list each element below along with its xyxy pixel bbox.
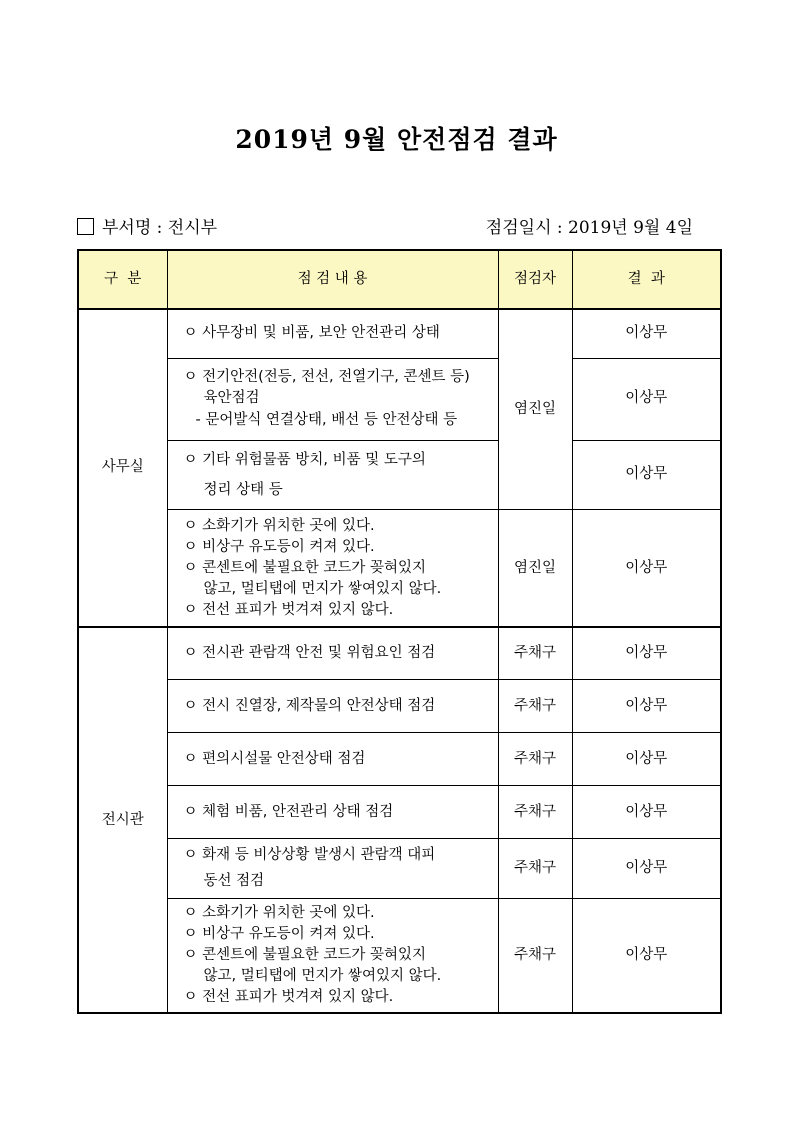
content-cell — [167, 510, 498, 627]
content-cell — [167, 680, 498, 733]
content-line: ㅇ 편의시설물 안전상태 점검 — [183, 750, 366, 767]
content-line: ㅇ 소화기가 위치한 곳에 있다. — [183, 517, 375, 534]
content-cell — [167, 786, 498, 839]
inspector-cell: 주채구 — [498, 733, 572, 786]
content-line: ㅇ 기타 위험물품 방치, 비품 및 도구의 — [183, 451, 426, 468]
table-row — [78, 440, 721, 510]
content-line: 않고, 멀티탭에 먼지가 쌓여있지 않다. — [203, 580, 442, 597]
result-cell: 이상무 — [572, 733, 721, 786]
content-line: ㅇ 전기안전(전등, 전선, 전열기구, 콘센트 등) — [183, 369, 470, 386]
content-line: 육안점검 — [203, 390, 260, 407]
checkbox-icon — [77, 218, 94, 235]
department-label: 부서명 : 전시부 — [102, 218, 218, 238]
inspector-cell: 염진일 — [498, 510, 572, 627]
table-row — [78, 358, 721, 440]
category-hall: 전시관 — [78, 627, 167, 1013]
result-cell: 이상무 — [572, 839, 721, 899]
inspector-cell: 주채구 — [498, 627, 572, 680]
table-row — [78, 627, 721, 680]
header-inspector: 점검자 — [498, 250, 572, 309]
result-cell: 이상무 — [572, 510, 721, 627]
content-cell — [167, 733, 498, 786]
content-cell — [167, 839, 498, 899]
table-row — [78, 733, 721, 786]
content-cell — [167, 358, 498, 440]
content-line: ㅇ 화재 등 비상상황 발생시 관람객 대피 — [183, 847, 436, 864]
table-row — [78, 680, 721, 733]
table-row — [78, 839, 721, 899]
inspector-cell: 주채구 — [498, 899, 572, 1014]
content-line: ㅇ 소화기가 위치한 곳에 있다. — [183, 905, 375, 922]
table-header-row — [78, 250, 721, 309]
header-result: 결 과 — [572, 250, 721, 309]
inspector-cell: 염진일 — [498, 309, 572, 510]
department-line — [77, 213, 217, 238]
inspector-cell: 주채구 — [498, 680, 572, 733]
result-cell: 이상무 — [572, 899, 721, 1014]
content-line: ㅇ 비상구 유도등이 켜져 있다. — [183, 538, 375, 555]
content-line: 동선 점검 — [203, 872, 265, 889]
content-line: ㅇ 체험 비품, 안전관리 상태 점검 — [183, 803, 394, 820]
content-cell — [167, 899, 498, 1014]
content-line: ㅇ 사무장비 및 비품, 보안 안전관리 상태 — [183, 325, 440, 342]
result-cell: 이상무 — [572, 627, 721, 680]
content-line: 않고, 멀티탭에 먼지가 쌓여있지 않다. — [203, 968, 442, 985]
content-cell — [167, 440, 498, 510]
page-title: 2019년 9월 안전점검 결과 — [235, 125, 558, 154]
content-line: ㅇ 전시 진열장, 제작물의 안전상태 점검 — [183, 697, 436, 714]
table-row — [78, 510, 721, 627]
content-line: ㅇ 전선 표피가 벗겨져 있지 않다. — [183, 989, 394, 1006]
content-line: ㅇ 콘센트에 불필요한 코드가 꽂혀있지 — [183, 947, 427, 964]
header-content: 점 검 내 용 — [167, 250, 498, 309]
table-row — [78, 786, 721, 839]
content-line: ㅇ 전시관 관람객 안전 및 위험요인 점검 — [183, 645, 436, 662]
content-line: 정리 상태 등 — [203, 481, 283, 498]
inspector-cell: 주채구 — [498, 786, 572, 839]
result-cell: 이상무 — [572, 309, 721, 358]
inspector-cell: 주채구 — [498, 839, 572, 899]
table-row — [78, 309, 721, 358]
content-line: - 문어발식 연결상태, 배선 등 안전상태 등 — [195, 411, 458, 428]
header-category: 구 분 — [78, 250, 167, 309]
table-row — [78, 899, 721, 1014]
inspection-table — [77, 249, 722, 1014]
category-office: 사무실 — [78, 309, 167, 627]
content-cell — [167, 309, 498, 358]
content-line: ㅇ 콘센트에 불필요한 코드가 꽂혀있지 — [183, 559, 427, 576]
content-cell — [167, 627, 498, 680]
inspection-date: 점검일시 : 2019년 9월 4일 — [485, 218, 693, 238]
result-cell: 이상무 — [572, 786, 721, 839]
result-cell: 이상무 — [572, 358, 721, 440]
result-cell: 이상무 — [572, 440, 721, 510]
content-line: ㅇ 비상구 유도등이 켜져 있다. — [183, 926, 375, 943]
content-line: ㅇ 전선 표피가 벗겨져 있지 않다. — [183, 601, 394, 618]
result-cell: 이상무 — [572, 680, 721, 733]
